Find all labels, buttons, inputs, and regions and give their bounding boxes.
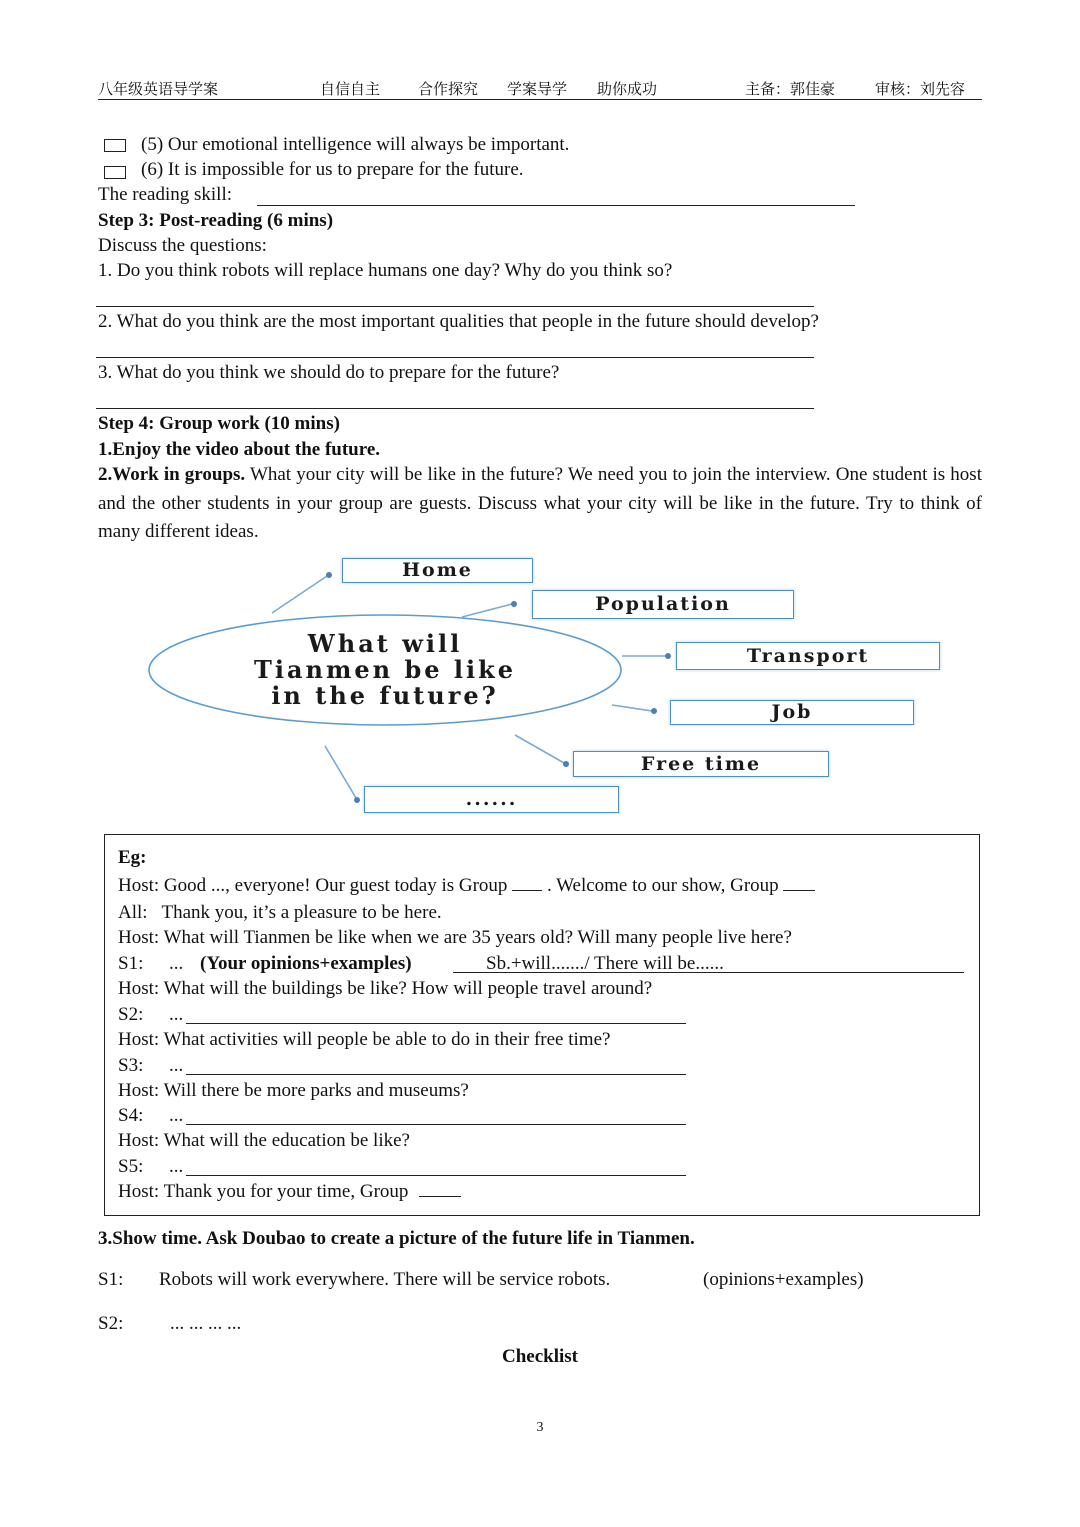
example-host-closing <box>118 1182 461 1201</box>
example-host-question-5: Host: What will the education be like? <box>118 1130 410 1151</box>
mindmap-center-line-2: Tianmen be like <box>254 655 516 684</box>
example-s1-prompt: (Your opinions+examples) <box>200 953 412 974</box>
s4-answer-line[interactable] <box>186 1124 686 1125</box>
example-s5-dots: ... <box>169 1156 184 1177</box>
show-time-s1-label: S1: <box>98 1269 124 1290</box>
question-1: 1. Do you think robots will replace humans one day? Why do you think so? <box>98 260 673 281</box>
example-s3-dots: ... <box>169 1055 184 1076</box>
step3-intro: Discuss the questions: <box>98 235 267 256</box>
step4-item-1: 1.Enjoy the video about the future. <box>98 439 381 460</box>
example-s1-fill: Sb.+will......./ There will be...... <box>486 953 724 974</box>
header-motto-2: 合作探究 <box>418 82 479 98</box>
example-s4-label: S4: <box>118 1105 144 1126</box>
example-host-question-1: Host: What will Tianmen be like when we are 35 years old? Will many people live here? <box>118 927 792 948</box>
connector-home <box>272 576 327 613</box>
example-host-question-2: Host: What will the buildings be like? How will people travel around? <box>118 978 653 999</box>
example-s2-dots: ... <box>169 1004 184 1025</box>
example-host-question-4: Host: Will there be more parks and museums? <box>118 1080 469 1101</box>
mindmap-center-line-3: in the future? <box>271 681 499 710</box>
s2-answer-line[interactable] <box>186 1023 686 1024</box>
example-host-question-3: Host: What activities will people be able to do in their free time? <box>118 1029 611 1050</box>
header-motto-4: 助你成功 <box>597 82 658 98</box>
topic-population: Population <box>532 590 794 619</box>
s5-answer-line[interactable] <box>186 1175 686 1176</box>
host-greeting-part-2: . Welcome to our show, Group <box>546 875 779 896</box>
question-3: 3. What do you think we should do to prepare for the future? <box>98 362 560 383</box>
connector-free-time-dot <box>563 761 569 767</box>
connector-more <box>325 746 356 798</box>
reading-skill-label: The reading skill: <box>98 184 233 205</box>
topic-home: Home <box>342 558 533 583</box>
connector-population-dot <box>511 601 517 607</box>
show-time-s2-text: ... ... ... ... <box>170 1313 242 1334</box>
header-course-title: 八年级英语导学案 <box>98 82 219 98</box>
host-greeting-part-1: Host: Good ..., everyone! Our guest today is Group <box>118 875 508 896</box>
s3-answer-line[interactable] <box>186 1074 686 1075</box>
mindmap-center-text <box>185 631 585 709</box>
example-s2-label: S2: <box>118 1004 144 1025</box>
checklist-heading: Checklist <box>502 1346 578 1367</box>
connector-more-dot <box>354 797 360 803</box>
connector-job <box>612 705 652 711</box>
example-s1-label: S1: <box>118 953 144 974</box>
connector-job-dot <box>651 708 657 714</box>
step4-item-2-lead: 2.Work in groups. <box>98 464 246 485</box>
statement-6: (6) It is impossible for us to prepare for the future. <box>141 159 524 180</box>
connector-free-time <box>515 735 564 763</box>
page-number: 3 <box>536 1420 544 1435</box>
group-blank-1[interactable] <box>512 890 542 891</box>
header-motto-3: 学案导学 <box>507 82 568 98</box>
mindmap-center-line-1: What will <box>307 629 463 658</box>
topic-transport: Transport <box>676 642 940 670</box>
show-time-s2-label: S2: <box>98 1313 124 1334</box>
example-s5-label: S5: <box>118 1156 144 1177</box>
step3-title: Step 3: Post-reading (6 mins) <box>98 210 334 231</box>
s1-answer-line[interactable] <box>453 972 964 973</box>
header-motto-1: 自信自主 <box>320 82 381 98</box>
show-time-title: 3.Show time. Ask Doubao to create a picture of the future life in Tianmen. <box>98 1228 695 1249</box>
connector-population <box>462 604 512 617</box>
show-time-s1-text: Robots will work everywhere. There will be service robots. <box>159 1269 611 1290</box>
group-blank-3[interactable] <box>419 1196 461 1197</box>
statement-5: (5) Our emotional intelligence will always be important. <box>141 134 570 155</box>
connector-home-dot <box>326 572 332 578</box>
show-time-s1-note: (opinions+examples) <box>703 1269 864 1290</box>
group-blank-2[interactable] <box>783 890 815 891</box>
example-s3-label: S3: <box>118 1055 144 1076</box>
step4-item-2-text: What your city will be like in the future? We need you to join the interview. One student is host and the other students in your group are guests. Discuss what your city will be like in the future. Try to think of many different ideas. <box>98 464 982 542</box>
example-s1-dots: ... <box>169 953 184 974</box>
question-2: 2. What do you think are the most important qualities that people in the future should develop? <box>98 311 819 332</box>
topic-more: ...... <box>364 786 619 813</box>
example-s4-dots: ... <box>169 1105 184 1126</box>
topic-free-time: Free time <box>573 751 829 777</box>
topic-job: Job <box>670 700 914 725</box>
step4-title: Step 4: Group work (10 mins) <box>98 413 340 434</box>
header-editor: 主备：郭佳豪 <box>745 82 836 98</box>
example-all-reply: All: Thank you, it’s a pleasure to be here. <box>118 902 442 923</box>
example-host-greeting <box>118 876 815 895</box>
connector-transport-dot <box>665 653 671 659</box>
example-label: Eg: <box>118 847 147 868</box>
host-closing-text: Host: Thank you for your time, Group <box>118 1181 409 1202</box>
header-reviewer: 审核：刘先容 <box>875 82 966 98</box>
